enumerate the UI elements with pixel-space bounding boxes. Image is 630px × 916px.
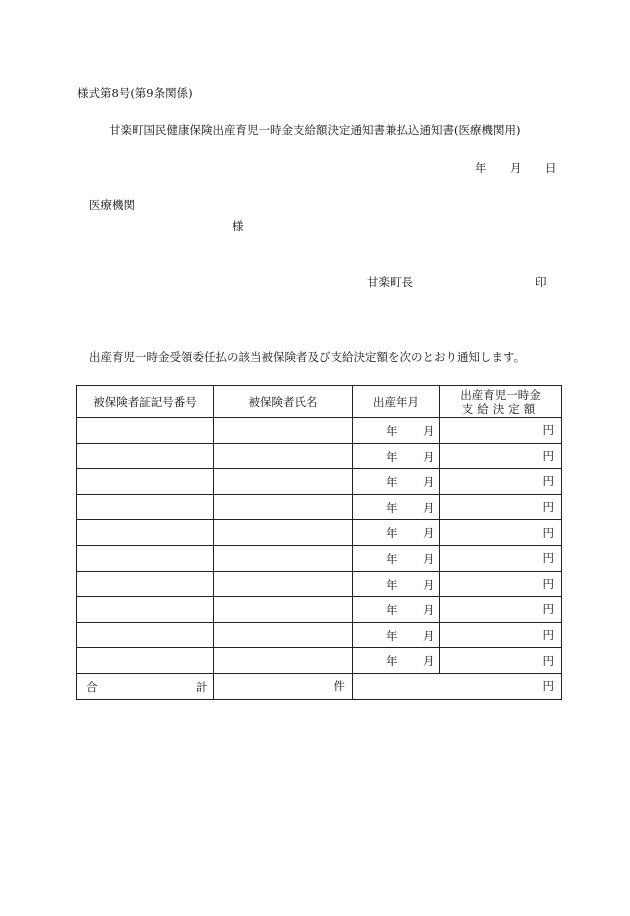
- amount-cell[interactable]: [440, 597, 562, 623]
- yen-unit: 円: [542, 474, 554, 489]
- birth-month-cell[interactable]: [353, 418, 440, 444]
- month-unit: 月: [423, 551, 435, 566]
- sender-name: 甘楽町長: [367, 275, 413, 289]
- birth-month-cell[interactable]: [353, 520, 440, 546]
- seal-mark: 印: [535, 275, 547, 289]
- insured-name-cell[interactable]: [214, 443, 353, 469]
- payment-table: [76, 385, 562, 700]
- yen-unit: 円: [542, 602, 554, 617]
- table-row: [77, 571, 562, 597]
- insured-name-cell[interactable]: [214, 571, 353, 597]
- cert-number-cell[interactable]: [77, 571, 214, 597]
- month-unit: 月: [423, 449, 435, 464]
- year-unit: 年: [386, 654, 398, 669]
- amount-cell[interactable]: [440, 418, 562, 444]
- form-number: 様式第8号(第9条関係): [77, 86, 193, 100]
- birth-month-cell[interactable]: [353, 571, 440, 597]
- total-label-b: 計: [196, 679, 208, 694]
- year-unit: 年: [386, 551, 398, 566]
- date-year-label: 年: [475, 161, 487, 175]
- birth-month-cell[interactable]: [353, 443, 440, 469]
- yen-unit: 円: [542, 448, 554, 463]
- insured-name-cell[interactable]: [214, 520, 353, 546]
- month-unit: 月: [423, 577, 435, 592]
- total-amount-cell[interactable]: [353, 673, 562, 699]
- birth-month-cell[interactable]: [353, 648, 440, 674]
- document-title: 甘楽町国民健康保険出産育児一時金支給額決定通知書兼払込通知書(医療機関用): [109, 123, 521, 137]
- year-unit: 年: [386, 603, 398, 618]
- month-unit: 月: [423, 500, 435, 515]
- amount-cell[interactable]: [440, 469, 562, 495]
- insured-name-cell[interactable]: [214, 545, 353, 571]
- recipient-honorific: 様: [232, 219, 244, 233]
- count-unit: 件: [333, 679, 345, 694]
- month-unit: 月: [423, 424, 435, 438]
- table-row: [77, 597, 562, 623]
- notice-text: 出産育児一時金受領委任払の該当被保険者及び支給決定額を次のとおり通知します。: [89, 350, 526, 364]
- yen-unit: 円: [542, 500, 554, 515]
- month-unit: 月: [423, 526, 435, 541]
- header-insured-name: 被保険者氏名: [214, 386, 353, 418]
- cert-number-cell[interactable]: [77, 443, 214, 469]
- amount-cell[interactable]: [440, 571, 562, 597]
- table-row: [77, 545, 562, 571]
- date-month-label: 月: [510, 161, 522, 175]
- date-day-label: 日: [545, 161, 557, 175]
- birth-month-cell[interactable]: [353, 494, 440, 520]
- year-unit: 年: [386, 424, 398, 438]
- birth-month-cell[interactable]: [353, 597, 440, 623]
- birth-month-cell[interactable]: [353, 545, 440, 571]
- year-unit: 年: [386, 449, 398, 464]
- cert-number-cell[interactable]: [77, 545, 214, 571]
- year-unit: 年: [386, 475, 398, 490]
- table-row: [77, 418, 562, 444]
- month-unit: 月: [423, 628, 435, 643]
- year-unit: 年: [386, 526, 398, 541]
- cert-number-cell[interactable]: [77, 648, 214, 674]
- month-unit: 月: [423, 603, 435, 618]
- year-unit: 年: [386, 500, 398, 515]
- recipient-label: 医療機関: [89, 198, 135, 212]
- header-amount: [440, 386, 562, 418]
- insured-name-cell[interactable]: [214, 494, 353, 520]
- insured-name-cell[interactable]: [214, 418, 353, 444]
- header-cert-number: 被保険者証記号番号: [77, 386, 214, 418]
- insured-name-cell[interactable]: [214, 469, 353, 495]
- table-header-row: [77, 386, 562, 418]
- table-row: [77, 494, 562, 520]
- table-row: [77, 520, 562, 546]
- header-amount-line1: 出産育児一時金: [460, 387, 541, 402]
- header-amount-line2: 支給決定額: [461, 401, 540, 416]
- yen-unit: 円: [542, 653, 554, 668]
- month-unit: 月: [423, 475, 435, 490]
- yen-unit: 円: [542, 576, 554, 591]
- birth-month-cell[interactable]: [353, 622, 440, 648]
- total-row: [77, 673, 562, 699]
- amount-cell[interactable]: [440, 648, 562, 674]
- table-row: [77, 469, 562, 495]
- table-row: [77, 443, 562, 469]
- yen-unit: 円: [542, 551, 554, 566]
- cert-number-cell[interactable]: [77, 622, 214, 648]
- amount-cell[interactable]: [440, 494, 562, 520]
- year-unit: 年: [386, 628, 398, 643]
- cert-number-cell[interactable]: [77, 418, 214, 444]
- amount-cell[interactable]: [440, 545, 562, 571]
- year-unit: 年: [386, 577, 398, 592]
- cert-number-cell[interactable]: [77, 469, 214, 495]
- table-row: [77, 622, 562, 648]
- yen-unit: 円: [542, 525, 554, 540]
- header-birth-month: 出産年月: [353, 386, 440, 418]
- total-yen-unit: 円: [542, 679, 554, 694]
- total-label-a: 合: [86, 679, 98, 694]
- amount-cell[interactable]: [440, 622, 562, 648]
- cert-number-cell[interactable]: [77, 597, 214, 623]
- total-count-cell[interactable]: [214, 673, 353, 699]
- insured-name-cell[interactable]: [214, 597, 353, 623]
- birth-month-cell[interactable]: [353, 469, 440, 495]
- amount-cell[interactable]: [440, 520, 562, 546]
- yen-unit: 円: [542, 628, 554, 643]
- total-label-cell: [77, 673, 214, 699]
- cert-number-cell[interactable]: [77, 494, 214, 520]
- yen-unit: 円: [542, 423, 554, 438]
- insured-name-cell[interactable]: [214, 622, 353, 648]
- insured-name-cell[interactable]: [214, 648, 353, 674]
- month-unit: 月: [423, 654, 435, 669]
- cert-number-cell[interactable]: [77, 520, 214, 546]
- table-row: [77, 648, 562, 674]
- amount-cell[interactable]: [440, 443, 562, 469]
